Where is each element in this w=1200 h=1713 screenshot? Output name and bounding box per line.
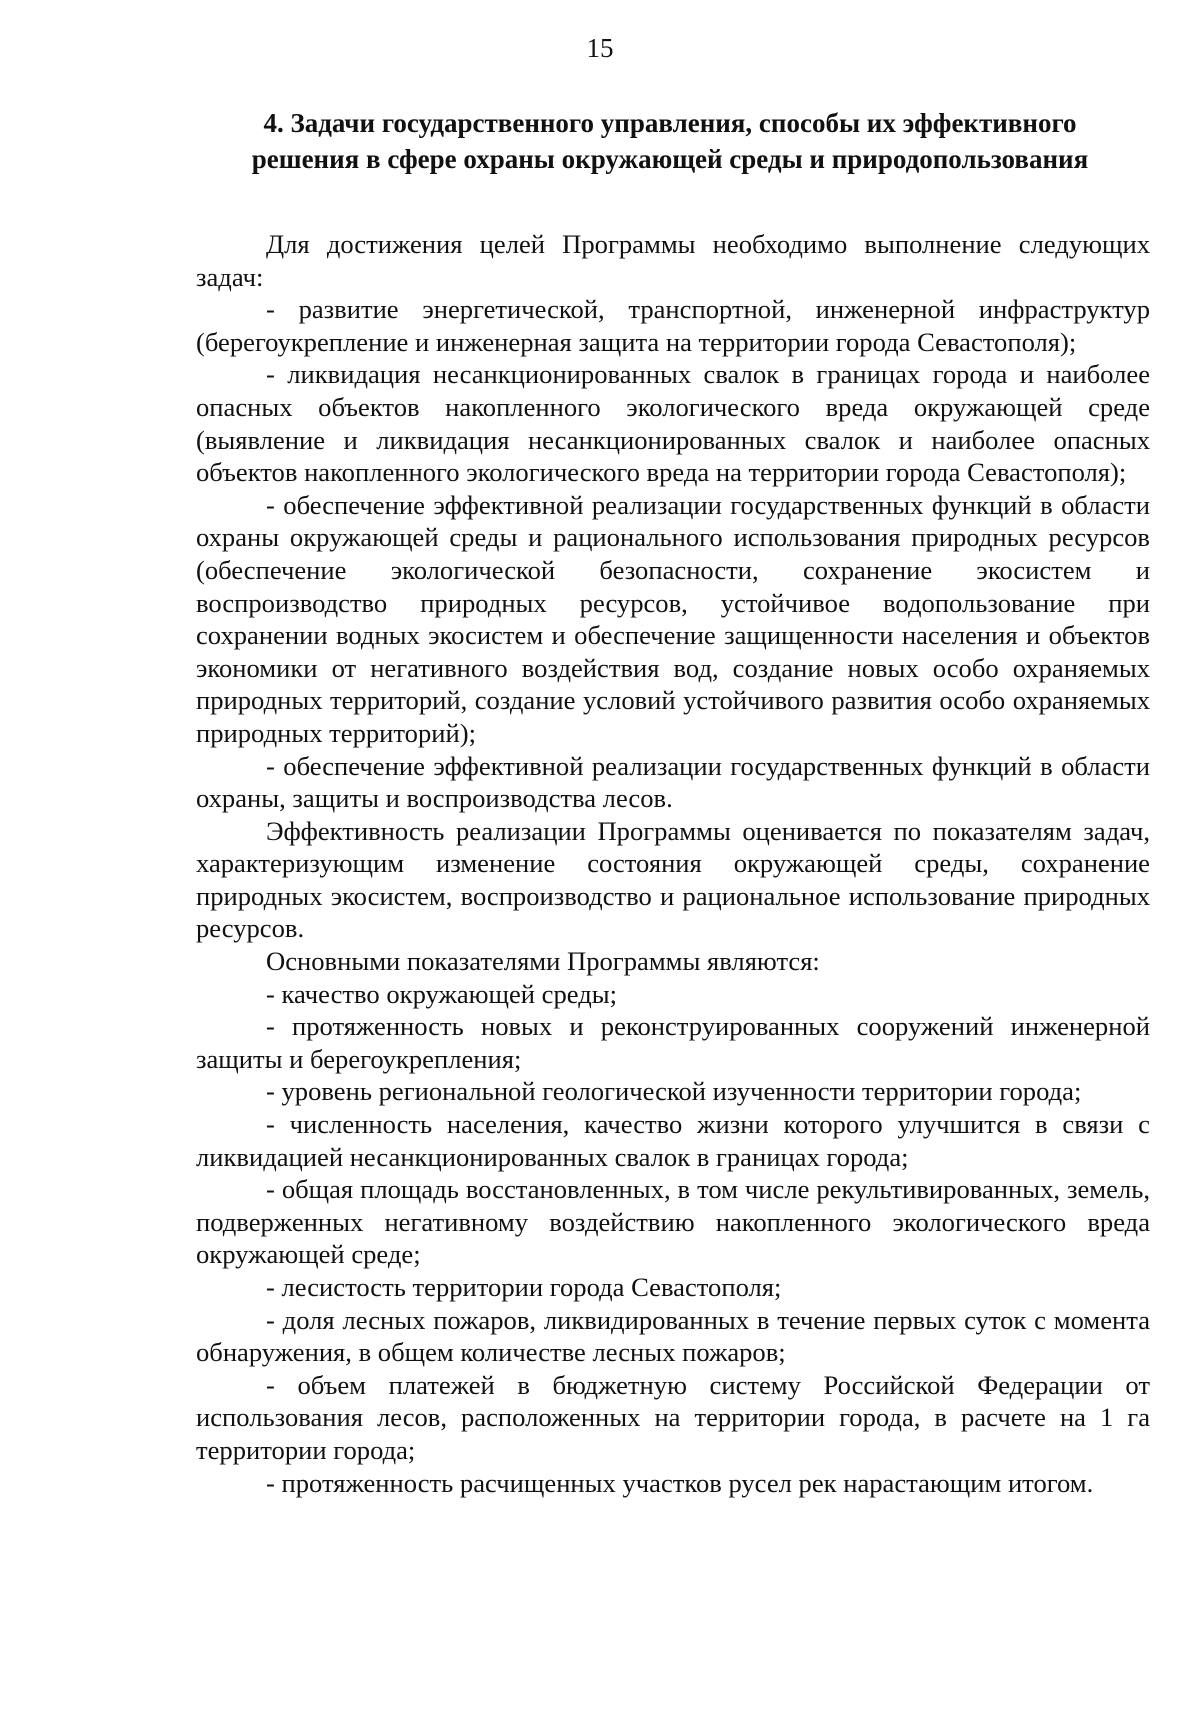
page-number: 15 <box>586 33 614 63</box>
indicator-item: - объем платежей в бюджетную систему Российской Федерации от использования лесов, расположенных на территории города, в расчете на 1 га территории города; <box>196 1369 1150 1465</box>
indicator-item: - доля лесных пожаров, ликвидированных в течение первых суток с момента обнаружения, в общем количестве лесных пожаров; <box>196 1304 1150 1368</box>
section-heading-line-2: решения в сфере охраны окружающей среды и природопользования <box>251 144 1089 174</box>
indicator-item: - уровень региональной геологической изученности территории города; <box>266 1076 1082 1107</box>
section-heading <box>190 105 1150 177</box>
section-heading-line-1: 4. Задачи государственного управления, способы их эффективного <box>263 108 1077 138</box>
body-text <box>196 228 1150 1499</box>
indicator-item: - общая площадь восстановленных, в том числе рекультивированных, земель, подверженных негативному воздействию накопленного экологического вреда окружающей среде; <box>196 1174 1150 1270</box>
paragraph-indicators-intro: Основными показателями Программы являются: <box>266 946 820 977</box>
indicator-item: - протяженность новых и реконструированных сооружений инженерной защиты и берегоукрепления; <box>196 1011 1150 1074</box>
task-item-infrastructure: - развитие энергетической, транспортной, инженерной инфраструктур (берегоукрепление и инженерная защита на территории города Севастополя); <box>196 294 1150 357</box>
task-item-forests: - обеспечение эффективной реализации государственных функций в области охраны, защиты и воспроизводства лесов. <box>196 750 1150 814</box>
paragraph-efficiency: Эффективность реализации Программы оценивается по показателям задач, характеризующим изменение состояния окружающей среды, сохранение природных экосистем, воспроизводство и рациональное использование природных ресурсов. <box>196 815 1150 944</box>
indicator-item: - качество окружающей среды; <box>266 978 618 1009</box>
indicator-item: - лесистость территории города Севастополя; <box>266 1272 782 1302</box>
paragraph-intro: Для достижения целей Программы необходимо выполнение следующих задач: <box>196 229 1150 292</box>
indicator-item: - численность населения, качество жизни которого улучшится в связи с ликвидацией несанкционированных свалок в границах города; <box>196 1109 1150 1172</box>
indicator-item: - протяженность расчищенных участков русел рек нарастающим итогом. <box>266 1467 1094 1498</box>
task-item-dumps: - ликвидация несанкционированных свалок в границах города и наиболее опасных объектов накопленного экологического вреда окружающей среде (выявление и ликвидация несанкционированных свалок и наиболее опасных объектов накопленного экологического вреда на территории города Севастополя); <box>196 359 1150 488</box>
task-item-environment: - обеспечение эффективной реализации государственных функций в области охраны окружающей среды и рационального использования природных ресурсов (обеспечение экологической безопасности, сохранение экосистем и воспроизводство природных ресурсов, устойчивое водопользование при сохранении водных экосистем и обеспечение защищенности населения и объектов экономики от негативного воздействия вод, создание новых особо охраняемых природных территорий, создание условий устойчивого развития особо охраняемых природных территорий); <box>196 489 1150 748</box>
